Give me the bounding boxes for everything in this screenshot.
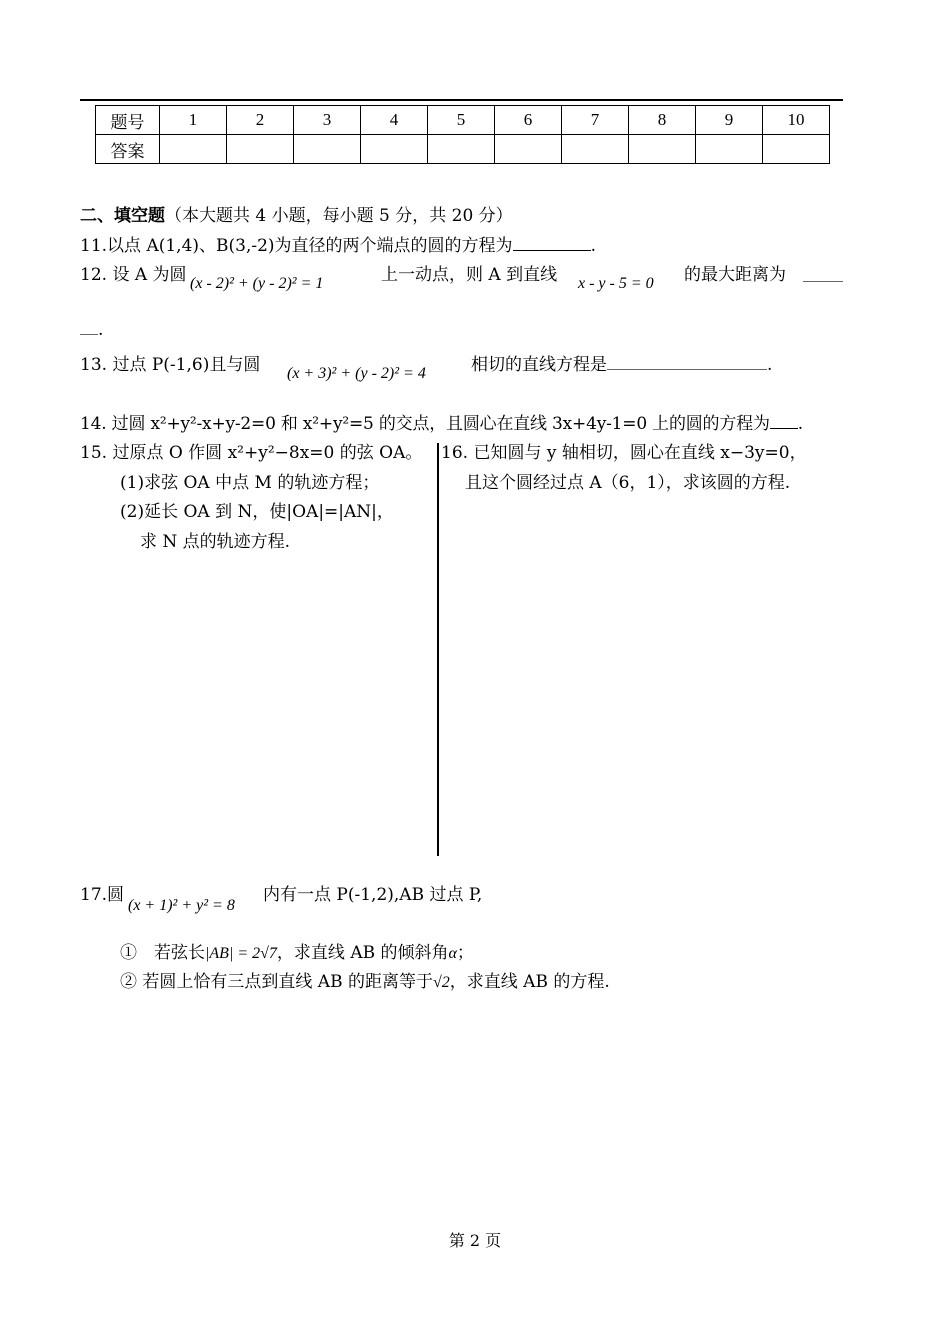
q11-text: 11.以点 A(1,4)、B(3,-2)为直径的两个端点的圆的方程为 (80, 236, 513, 256)
q13-circle-equation: (x + 3)² + (y - 2)² = 4 (287, 365, 426, 382)
answer-table-answer-row (96, 135, 830, 164)
q17-part1-text-a: ① 若弦长 (120, 943, 205, 963)
question-11 (80, 231, 596, 256)
q17-text-a: 17.圆 (80, 885, 125, 905)
question-number-cell: 6 (495, 106, 562, 135)
question-number-cell: 1 (160, 106, 227, 135)
answer-cell[interactable] (696, 135, 763, 164)
q12-text-a: 12. 设 A 为圆 (80, 265, 187, 285)
answer-cell[interactable] (763, 135, 830, 164)
q12-circle-equation: (x - 2)² + (y - 2)² = 1 (190, 275, 324, 292)
q12-line-equation: x - y - 5 = 0 (578, 275, 654, 292)
q12-answer-blank-continued[interactable] (80, 318, 98, 335)
q13-answer-blank[interactable] (607, 353, 767, 370)
question-14 (80, 409, 803, 434)
q17-part1-end: ； (456, 943, 474, 963)
q14-answer-blank[interactable] (770, 412, 798, 429)
question-number-cell: 2 (227, 106, 294, 135)
q17-text-b: 内有一点 P(-1,2),AB 过点 P, (263, 885, 483, 905)
question-13 (80, 350, 260, 375)
q15-stem: 15. 过原点 O 作圆 x²+y²−8x=0 的弦 OA。 (80, 443, 423, 463)
question-number-cell: 10 (763, 106, 830, 135)
question-number-cell: 4 (361, 106, 428, 135)
section-title: 二、填空题 (80, 206, 165, 226)
page-number: 第 2 页 (448, 1231, 502, 1250)
q15-part-1: (1)求弦 OA 中点 M 的轨迹方程； (120, 473, 380, 493)
q12-text-b: 上一动点，则 A 到直线 (381, 265, 558, 285)
question-number-cell: 9 (696, 106, 763, 135)
q13-text-a: 13. 过点 P(-1,6)且与圆 (80, 355, 261, 375)
q12-text-c: 的最大距离为 (684, 265, 786, 285)
q12-continuation (80, 318, 103, 340)
q14-end: . (797, 414, 803, 434)
q15-part-3: 求 N 点的轨迹方程. (140, 532, 291, 552)
question-number-cell: 3 (294, 106, 361, 135)
answer-cell[interactable] (361, 135, 428, 164)
q17-part2-text-b: ，求直线 AB 的方程. (449, 972, 610, 992)
q17-circle-equation: (x + 1)² + y² = 8 (128, 897, 235, 914)
q17-part-1 (120, 938, 474, 963)
q17-sqrt2: √2 (432, 974, 450, 991)
row-header-question-no: 题号 (96, 106, 160, 135)
answer-table (95, 105, 830, 164)
q13-text-b-line (471, 350, 772, 375)
q11-end: . (590, 236, 596, 256)
q16-line-1: 16. 已知圆与 y 轴相切，圆心在直线 x−3y=0， (441, 443, 807, 463)
q17-part2-text-a: ② 若圆上恰有三点到直线 AB 的距离等于 (120, 972, 433, 992)
q14-text: 14. 过圆 x²+y²-x+y-2=0 和 x²+y²=5 的交点，且圆心在直线 3x+4y-1=0 上的圆的方程为 (80, 414, 770, 434)
answer-cell[interactable] (562, 135, 629, 164)
answer-cell[interactable] (294, 135, 361, 164)
question-number-cell: 7 (562, 106, 629, 135)
question-number-cell: 5 (428, 106, 495, 135)
q13-end: . (767, 355, 773, 375)
answer-cell[interactable] (495, 135, 562, 164)
question-number-cell: 8 (629, 106, 696, 135)
answer-cell[interactable] (227, 135, 294, 164)
top-rule (80, 99, 843, 101)
q13-text-b: 相切的直线方程是 (471, 355, 607, 375)
answer-cell[interactable] (629, 135, 696, 164)
q17-part-2 (120, 967, 610, 992)
answer-cell[interactable] (160, 135, 227, 164)
q17-part1-text-b: ，求直线 AB 的倾斜角 (276, 943, 449, 963)
q15-part-2: (2)延长 OA 到 N，使|OA|=|AN|， (120, 502, 394, 522)
section-subtitle: （本大题共 4 小题，每小题 5 分，共 20 分） (165, 206, 513, 226)
answer-table-number-row (96, 106, 830, 135)
answer-cell[interactable] (428, 135, 495, 164)
q12-answer-blank[interactable] (803, 265, 843, 282)
q12-tail: . (98, 320, 104, 340)
column-divider (437, 443, 439, 856)
q17-chord-length: |AB| = 2√7 (205, 945, 277, 962)
q11-answer-blank[interactable] (513, 234, 591, 251)
alpha-symbol: α (448, 945, 457, 962)
question-12 (80, 260, 187, 285)
row-header-answer: 答案 (96, 135, 160, 164)
section-heading (80, 201, 513, 226)
q16-line-2: 且这个圆经过点 A（6，1），求该圆的方程. (465, 473, 791, 493)
